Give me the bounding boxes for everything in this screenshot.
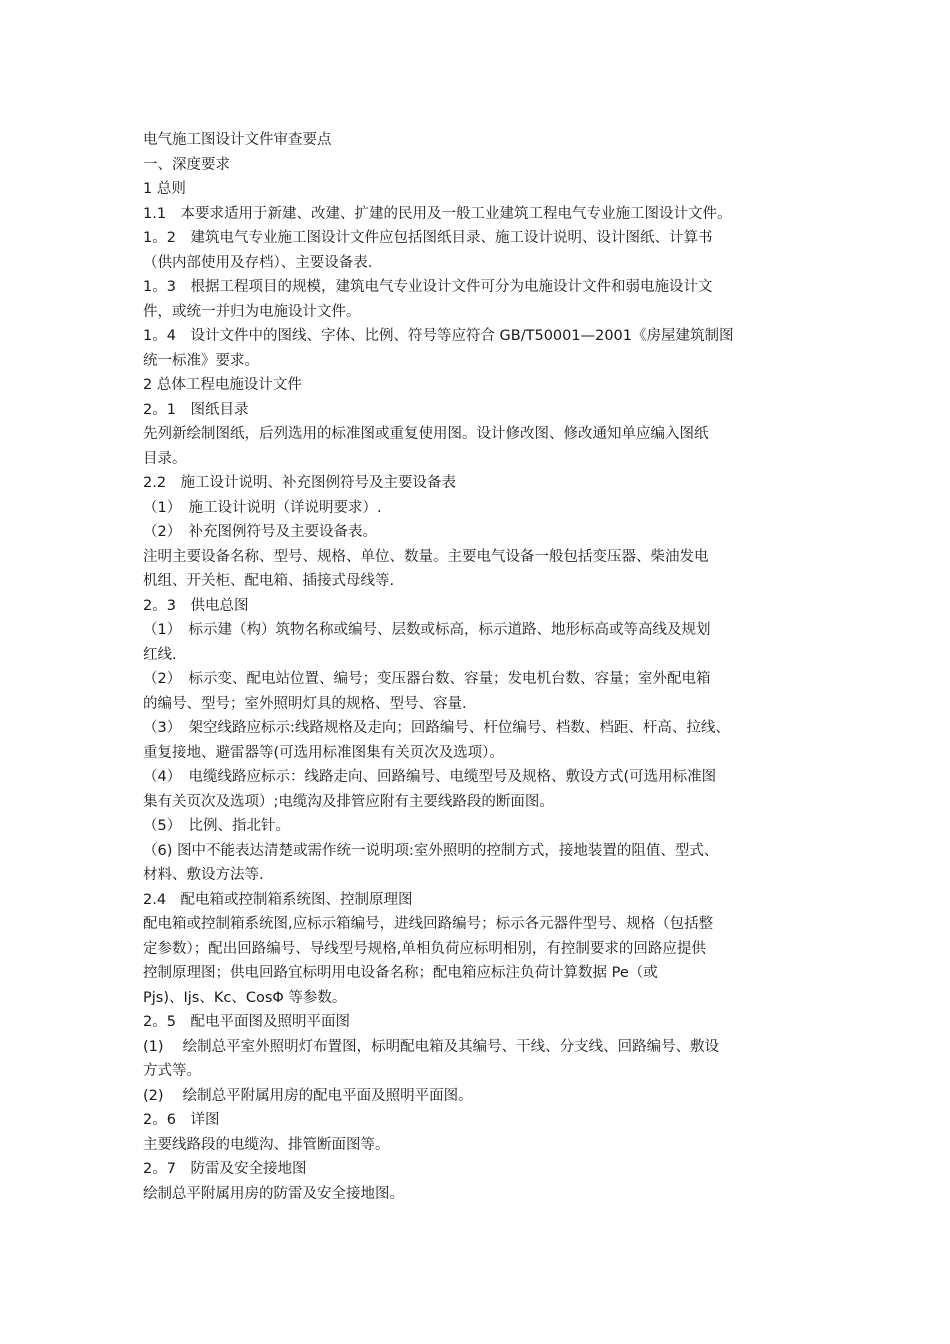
text-line: 集有关页次及选项）;电缆沟及排管应附有主要线路段的断面图。	[143, 793, 554, 810]
text-line: (2) 绘制总平附属用房的配电平面及照明平面图。	[143, 1087, 473, 1104]
text-line: 配电箱或控制箱系统图,应标示箱编号，进线回路编号；标示各元器件型号、规格（包括整	[143, 916, 714, 932]
text-line: 1。2 建筑电气专业施工图设计文件应包括图纸目录、施工设计说明、设计图纸、计算书	[143, 230, 713, 246]
document-body	[143, 128, 815, 1206]
text-line: Pjs)、Ijs、Kc、CosΦ 等参数。	[143, 989, 347, 1006]
text-line: 先列新绘制图纸，后列选用的标准图或重复使用图。设计修改图、修改通知单应编入图纸	[143, 426, 709, 442]
text-line: 注明主要设备名称、型号、规格、单位、数量。主要电气设备一般包括变压器、柴油发电	[143, 548, 709, 565]
text-line: （3） 架空线路应标示:线路规格及走向；回路编号、杆位编号、档数、档距、杆高、拉线、	[143, 720, 730, 736]
text-line: （供内部使用及存档）、主要设备表.	[143, 254, 373, 271]
text-line: （4） 电缆线路应标示：线路走向、回路编号、电缆型号及规格、敷设方式(可选用标准图	[143, 769, 717, 785]
text-line: 2.4 配电箱或控制箱系统图、控制原理图	[143, 891, 413, 908]
text-line: 1。3 根据工程项目的规模，建筑电气专业设计文件可分为电施设计文件和弱电施设计文	[143, 279, 713, 295]
text-line: （2） 标示变、配电站位置、编号；变压器台数、容量；发电机台数、容量；室外配电箱	[143, 671, 711, 687]
section-heading: 一、深度要求	[143, 156, 230, 173]
text-line: 控制原理图；供电回路宜标明用电设备名称；配电箱应标注负荷计算数据 Pe（或	[143, 965, 658, 981]
text-line: 主要线路段的电缆沟、排管断面图等。	[143, 1136, 390, 1153]
text-line: 绘制总平附属用房的防雷及安全接地图。	[143, 1185, 404, 1202]
text-line: 机组、开关柜、配电箱、插接式母线等.	[143, 573, 395, 589]
text-line: 红线.	[143, 646, 177, 663]
text-line: 2。6 详图	[143, 1112, 220, 1128]
text-line: 目录。	[143, 450, 187, 467]
text-line: （5） 比例、指北针。	[143, 818, 290, 834]
text-line: 2.2 施工设计说明、补充图例符号及主要设备表	[143, 475, 457, 491]
text-line: 重复接地、避雷器等(可选用标准图集有关页次及选项）。	[143, 744, 504, 761]
subsection-heading: 1 总则	[143, 181, 186, 197]
text-line: 统一标准》要求。	[143, 352, 259, 369]
text-line: 2。7 防雷及安全接地图	[143, 1161, 307, 1177]
text-line: （1） 施工设计说明（详说明要求）.	[143, 499, 382, 516]
text-line: （6) 图中不能表达清楚或需作统一说明项:室外照明的控制方式，接地装置的阻值、型式、	[143, 842, 719, 859]
text-line: （2） 补充图例符号及主要设备表。	[143, 524, 377, 540]
text-line: 定参数）；配出回路编号、导线型号规格,单相负荷应标明相别，有控制要求的回路应提供	[143, 940, 706, 957]
text-line: 件，或统一并归为电施设计文件。	[143, 303, 361, 320]
text-line: 材料、敷设方法等.	[143, 867, 264, 883]
document-title: 电气施工图设计文件审查要点	[143, 132, 332, 148]
text-line: 1.1 本要求适用于新建、改建、扩建的民用及一般工业建筑工程电气专业施工图设计文件。	[143, 205, 732, 222]
text-line: 的编号、型号；室外照明灯具的规格、型号、容量.	[143, 695, 467, 712]
text-line: 方式等。	[143, 1063, 201, 1079]
text-line: 2。1 图纸目录	[143, 401, 249, 418]
text-line: 2。5 配电平面图及照明平面图	[143, 1014, 350, 1030]
text-line: (1) 绘制总平室外照明灯布置图，标明配电箱及其编号、干线、分支线、回路编号、敷设	[143, 1038, 720, 1055]
text-line: 2。3 供电总图	[143, 597, 249, 614]
subsection-heading: 2 总体工程电施设计文件	[143, 377, 302, 393]
text-line: （1） 标示建（构）筑物名称或编号、层数或标高，标示道路、地形标高或等高线及规划	[143, 622, 711, 638]
text-line: 1。4 设计文件中的图线、字体、比例、符号等应符合 GB/T50001—2001《房屋建筑制图	[143, 328, 734, 344]
